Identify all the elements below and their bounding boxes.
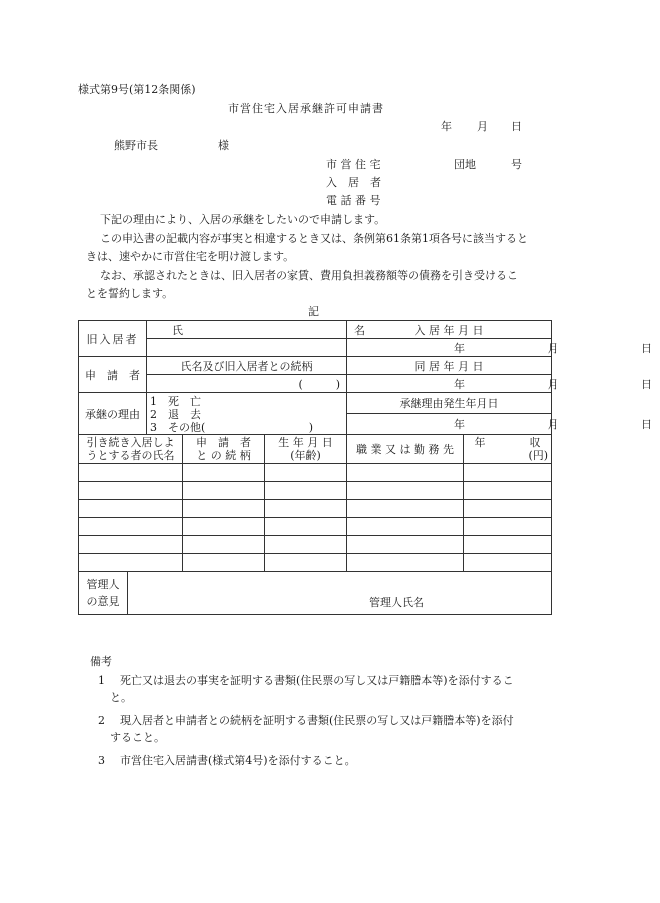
birth-cell[interactable] xyxy=(265,554,347,572)
job-cell[interactable] xyxy=(347,500,464,518)
job-cell[interactable] xyxy=(347,464,464,482)
housing-label: 市 営 住 宅 xyxy=(326,158,381,171)
relation-cell[interactable] xyxy=(183,500,265,518)
paragraph-pledge-line1: なお、承認されたときは、旧入居者の家賃、費用負担義務額等の債務を引き受けるこ xyxy=(100,269,518,282)
heir-name-cell[interactable] xyxy=(79,536,183,554)
reason-date-field[interactable] xyxy=(347,414,653,435)
birth-cell[interactable] xyxy=(265,536,347,554)
heir-name-header-line2: うとする者の氏名 xyxy=(86,449,175,462)
move-in-day: 日 xyxy=(641,341,653,355)
income-cell[interactable] xyxy=(464,500,552,518)
manager-label-line2: の意見 xyxy=(86,595,120,608)
income-cell[interactable] xyxy=(464,518,552,536)
date-month-label: 月 xyxy=(477,120,488,133)
addressee: 熊野市長 xyxy=(114,139,158,152)
job-header: 職 業 又 は 勤 務 先 xyxy=(347,435,464,464)
heir-name-header-line1: 引き続き入居しよ xyxy=(86,436,175,449)
ki-heading: 記 xyxy=(308,305,319,318)
name-relation-header: 氏名及び旧入居者との続柄 xyxy=(147,357,347,375)
row-applicant-2 xyxy=(79,375,552,393)
birth-header xyxy=(265,435,347,464)
resident-label: 入 居 者 xyxy=(326,176,381,189)
reason-year: 年 xyxy=(454,418,466,431)
prev-resident-name-field[interactable] xyxy=(147,339,347,357)
heir-name-cell[interactable] xyxy=(79,554,183,572)
reason-other: 3 その他( xyxy=(150,421,206,434)
job-cell[interactable] xyxy=(347,536,464,554)
remark-item-2 xyxy=(98,712,558,746)
cohabit-day: 日 xyxy=(641,377,653,391)
paragraph-declaration-line2: きは、速やかに市営住宅を明け渡します。 xyxy=(86,250,295,263)
income-cell[interactable] xyxy=(464,464,552,482)
honorific: 様 xyxy=(218,139,229,152)
manager-label-line1: 管理人 xyxy=(86,578,120,591)
birth-cell[interactable] xyxy=(265,464,347,482)
name-relation-field[interactable] xyxy=(147,375,347,393)
income-cell[interactable] xyxy=(464,536,552,554)
remark-text-cont: すること。 xyxy=(110,731,165,745)
job-cell[interactable] xyxy=(347,518,464,536)
application-table xyxy=(78,320,653,615)
table-row xyxy=(79,482,552,500)
mei-label: 名 xyxy=(354,323,366,337)
birth-cell[interactable] xyxy=(265,482,347,500)
relation-header-line2: と の 続 柄 xyxy=(196,449,251,462)
remark-text: 現入居者と申請者との続柄を証明する書類(住民票の写し又は戸籍謄本等)を添付 xyxy=(120,714,514,727)
table-row xyxy=(79,500,552,518)
cohabit-year: 年 xyxy=(454,377,466,391)
relation-header-line1: 申 請 者 xyxy=(196,436,251,449)
reason-label: 承継の理由 xyxy=(79,393,147,435)
paragraph-pledge-line2: とを誓約します。 xyxy=(86,287,174,300)
heir-name-cell[interactable] xyxy=(79,500,183,518)
reason-other-close: ) xyxy=(308,421,314,434)
cohabit-date-field[interactable] xyxy=(347,375,653,393)
phone-label: 電 話 番 号 xyxy=(326,194,381,207)
birth-cell[interactable] xyxy=(265,518,347,536)
table-row xyxy=(79,518,552,536)
remark-text-cont: と。 xyxy=(110,691,132,705)
row-prev-resident-1 xyxy=(79,321,552,339)
reason-date-header: 承継理由発生年月日 xyxy=(347,393,552,414)
prev-resident-label: 旧入居者 xyxy=(79,321,147,357)
danchi-label: 団地 xyxy=(454,158,476,171)
birth-header-line2: (年齢) xyxy=(290,449,321,462)
income-cell[interactable] xyxy=(464,482,552,500)
move-in-month: 月 xyxy=(547,341,559,355)
remark-num: 2 xyxy=(98,714,105,727)
remark-item-3 xyxy=(98,752,558,769)
shi-label: 氏 xyxy=(172,323,183,337)
manager-name-label: 管理人氏名 xyxy=(369,596,424,609)
remark-num: 3 xyxy=(98,754,105,767)
remark-text: 死亡又は退去の事実を証明する書類(住民票の写し又は戸籍謄本等)を添付するこ xyxy=(120,674,514,687)
go-label: 号 xyxy=(511,158,522,171)
reason-other-row xyxy=(150,421,343,434)
remark-item-1 xyxy=(98,672,558,706)
row-applicant-1 xyxy=(79,357,552,375)
row-reason-1 xyxy=(79,393,552,414)
relation-header xyxy=(183,435,265,464)
cohabit-date-header: 同 居 年 月 日 xyxy=(347,357,552,375)
form-title: 市営住宅入居承継許可申請書 xyxy=(228,102,384,115)
date-year-label: 年 xyxy=(441,120,452,133)
reason-month: 月 xyxy=(547,418,559,431)
income-cell[interactable] xyxy=(464,554,552,572)
table-row xyxy=(79,464,552,482)
row-prev-resident-2 xyxy=(79,339,552,357)
reason-options[interactable] xyxy=(147,393,347,435)
paragraph-request: 下記の理由により、入居の承継をしたいので申請します。 xyxy=(100,213,386,226)
form-number: 様式第9号(第12条関係) xyxy=(78,83,196,96)
birth-cell[interactable] xyxy=(265,500,347,518)
relation-cell[interactable] xyxy=(183,482,265,500)
prev-resident-name-header xyxy=(147,321,366,339)
remark-text: 市営住宅入居請書(様式第4号)を添付すること。 xyxy=(120,754,356,767)
reason-death: 1 死 亡 xyxy=(150,395,201,408)
cohabit-month: 月 xyxy=(547,377,559,391)
applicant-label: 申 請 者 xyxy=(79,357,147,393)
reason-move-out: 2 退 去 xyxy=(150,408,201,421)
row-manager xyxy=(79,572,552,615)
job-cell[interactable] xyxy=(347,482,464,500)
manager-label xyxy=(79,572,128,614)
reason-day: 日 xyxy=(641,418,653,431)
relation-cell[interactable] xyxy=(183,464,265,482)
date-day-label: 日 xyxy=(511,120,522,133)
move-in-year: 年 xyxy=(454,341,466,355)
heir-name-cell[interactable] xyxy=(79,464,183,482)
relation-cell[interactable] xyxy=(183,554,265,572)
remark-num: 1 xyxy=(98,674,105,687)
job-cell[interactable] xyxy=(347,554,464,572)
income-header-line2: (円) xyxy=(528,449,549,462)
paragraph-declaration-line1: この申込書の記載内容が事実と相違するとき又は、条例第61条第1項各号に該当すると xyxy=(100,232,528,245)
remarks-title: 備考 xyxy=(90,655,112,668)
move-in-date-header: 入 居 年 月 日 xyxy=(347,321,552,339)
income-header-line1: 年 収 xyxy=(474,436,541,449)
table-row xyxy=(79,536,552,554)
birth-header-line1: 生 年 月 日 xyxy=(278,436,333,449)
relation-cell[interactable] xyxy=(183,536,265,554)
heir-name-header xyxy=(79,435,183,464)
relation-cell[interactable] xyxy=(183,518,265,536)
table-row xyxy=(79,554,552,572)
relation-paren: ( ) xyxy=(298,377,341,391)
manager-opinion-cell[interactable] xyxy=(79,572,552,615)
row-heirs-header xyxy=(79,435,552,464)
heir-name-cell[interactable] xyxy=(79,482,183,500)
heir-name-cell[interactable] xyxy=(79,518,183,536)
move-in-date-field[interactable] xyxy=(347,339,653,357)
income-header xyxy=(464,435,552,464)
